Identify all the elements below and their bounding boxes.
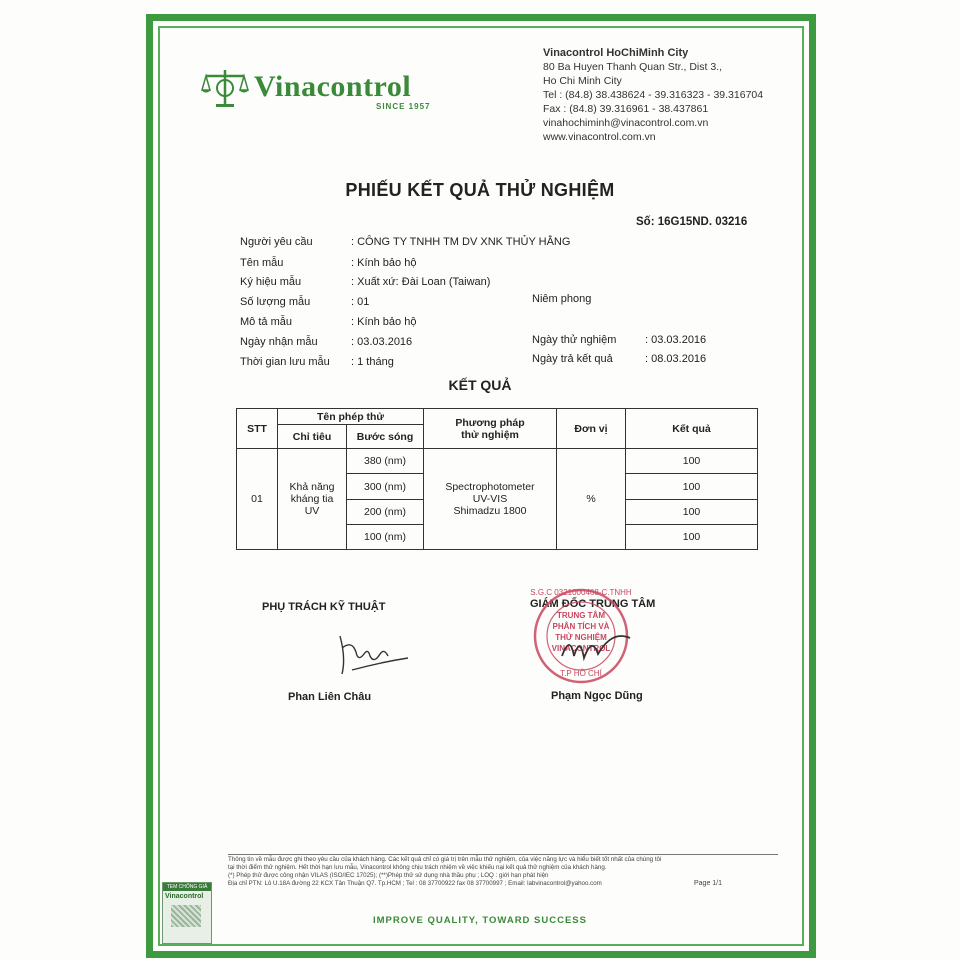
info-label: Số lượng mẫu <box>240 296 311 308</box>
stamp-line: TRUNG TÂM <box>557 611 605 620</box>
badge-title: TEM CHỐNG GIẢ <box>163 883 211 891</box>
cell-result: 100 <box>626 524 758 549</box>
info-label: Ngày nhận mẫu <box>240 336 318 348</box>
method-line: UV-VIS <box>472 493 508 506</box>
page-number: Page 1/1 <box>694 880 723 887</box>
info-label: Mô tả mẫu <box>240 316 292 328</box>
contact-address2: Ho Chi Minh City <box>543 75 622 87</box>
contact-org: Vinacontrol HoChiMinh City <box>543 47 689 59</box>
signature-left-name: Phan Liên Châu <box>288 691 372 703</box>
method-line: Spectrophotometer <box>445 481 535 494</box>
cell-criterion <box>278 449 347 550</box>
cell-wavelength: 300 (nm) <box>347 474 424 499</box>
signature-right-title: GIÁM ĐỐC TRUNG TÂM <box>530 598 656 610</box>
results-title: KẾT QUẢ <box>448 377 512 393</box>
info-value: : CÔNG TY TNHH TM DV XNK THỦY HẰNG <box>351 236 571 248</box>
cell-result: 100 <box>626 449 758 474</box>
method-line: Shimadzu 1800 <box>453 505 527 518</box>
brand-name: Vinacontrol <box>254 70 412 103</box>
header-wavelength: Bước sóng <box>347 425 424 449</box>
header-stt: STT <box>237 409 278 449</box>
info-value: : 08.03.2016 <box>645 353 707 365</box>
info-label: Ngày trả kết quả <box>532 353 613 365</box>
criterion-line: Khả năng <box>289 481 335 494</box>
info-value: : Xuất xứ: Đài Loan (Taiwan) <box>351 276 491 288</box>
document-title: PHIẾU KẾT QUẢ THỬ NGHIỆM <box>345 180 615 200</box>
contact-tel: Tel : (84.8) 38.438624 - 39.316323 - 39.316704 <box>543 89 764 101</box>
info-label: Ngày thử nghiệm <box>532 334 617 346</box>
contact-block <box>543 46 763 144</box>
info-value: : 01 <box>351 296 370 308</box>
cell-result: 100 <box>626 499 758 524</box>
header-method <box>424 409 557 449</box>
cell-wavelength: 100 (nm) <box>347 524 424 549</box>
info-value: : Kính bảo hộ <box>351 257 417 269</box>
info-label: Người yêu cầu <box>240 236 313 248</box>
criterion-line: kháng tia <box>290 493 334 506</box>
scales-logo-icon <box>200 66 250 110</box>
header-unit: Đơn vị <box>557 409 626 449</box>
footnote-line: Thông tin về mẫu được ghi theo yêu cầu của khách hàng. Các kết quả chỉ có giá trị trên mẫu thử nghiệm, của việc năng lực và hiểu biết tốt nhất của chúng tôi <box>228 856 662 863</box>
cell-wavelength: 380 (nm) <box>347 449 424 474</box>
cell-stt: 01 <box>237 449 278 550</box>
footer-slogan: IMPROVE QUALITY, TOWARD SUCCESS <box>373 915 587 926</box>
footer-divider <box>228 854 778 855</box>
footnote-line: Địa chỉ PTN: Lô U.18A đường 22 KCX Tân Thuận Q7. Tp.HCM ; Tel : 08 37700922 fax 08 37700997 ; Email: labvinacontrol@yahoo.com <box>228 880 602 887</box>
info-label: Tên mẫu <box>240 257 284 269</box>
signature-right-name: Phạm Ngọc Dũng <box>551 690 643 702</box>
official-stamp <box>526 586 646 686</box>
contact-email: vinahochiminh@vinacontrol.com.vn <box>543 117 709 129</box>
header-result: Kết quả <box>626 409 758 449</box>
stamp-line: THỬ NGHIỆM <box>555 633 607 642</box>
results-table <box>236 408 758 550</box>
header-method-line: thử nghiệm <box>461 428 519 441</box>
info-label: Ký hiệu mẫu <box>240 276 302 288</box>
vinacontrol-logo <box>200 66 460 116</box>
stamp-line: PHÂN TÍCH VÀ <box>552 622 610 631</box>
handwritten-signature-left <box>332 630 422 680</box>
contact-address1: 80 Ba Huyen Thanh Quan Str., Dist 3., <box>543 61 722 73</box>
criterion-line: UV <box>304 505 320 518</box>
contact-web: www.vinacontrol.com.vn <box>543 131 656 143</box>
brand-since: SINCE 1957 <box>376 102 431 111</box>
stamp-line: VINACONTROL <box>551 644 611 653</box>
cell-result: 100 <box>626 474 758 499</box>
info-value: : 1 tháng <box>351 356 394 368</box>
anti-counterfeit-badge <box>162 882 212 944</box>
info-label: Niêm phong <box>532 293 592 305</box>
info-value: : Kính bảo hộ <box>351 316 417 328</box>
badge-brand: Vinacontrol <box>165 893 204 900</box>
cell-method <box>424 449 557 550</box>
header-criterion: Chỉ tiêu <box>278 425 347 449</box>
footnote-line: (*) Phép thử được công nhận VILAS (ISO/IEC 17025); (**)Phép thử sử dụng nhà thầu phụ ; LOQ : giới hạn phát hiện <box>228 872 549 879</box>
cell-unit: % <box>557 449 626 550</box>
footnote-line: tại thời điểm thử nghiệm. Hết thời hạn lưu mẫu, Vinacontrol không chịu trách nhiệm về việc khiếu nại kết quả thử nghiệm của khách hàng. <box>228 864 607 871</box>
signature-left-title: PHỤ TRÁCH KỸ THUẬT <box>262 601 386 613</box>
document-number: Số: 16G15ND. 03216 <box>636 216 748 228</box>
cell-wavelength: 200 (nm) <box>347 499 424 524</box>
header-method-line: Phương pháp <box>455 416 525 429</box>
table-row <box>237 449 758 474</box>
stamp-bottom: T.P HỒ CHÍ <box>560 669 602 678</box>
header-test-name: Tên phép thử <box>278 409 424 425</box>
info-label: Thời gian lưu mẫu <box>240 356 330 368</box>
info-value: : 03.03.2016 <box>351 336 413 348</box>
info-value: : 03.03.2016 <box>645 334 707 346</box>
stamp-ring-text: S.G.C 0321000468-C.TNHH <box>530 588 632 597</box>
contact-fax: Fax : (84.8) 39.316961 - 38.437861 <box>543 103 709 115</box>
table-header-row <box>237 409 758 425</box>
